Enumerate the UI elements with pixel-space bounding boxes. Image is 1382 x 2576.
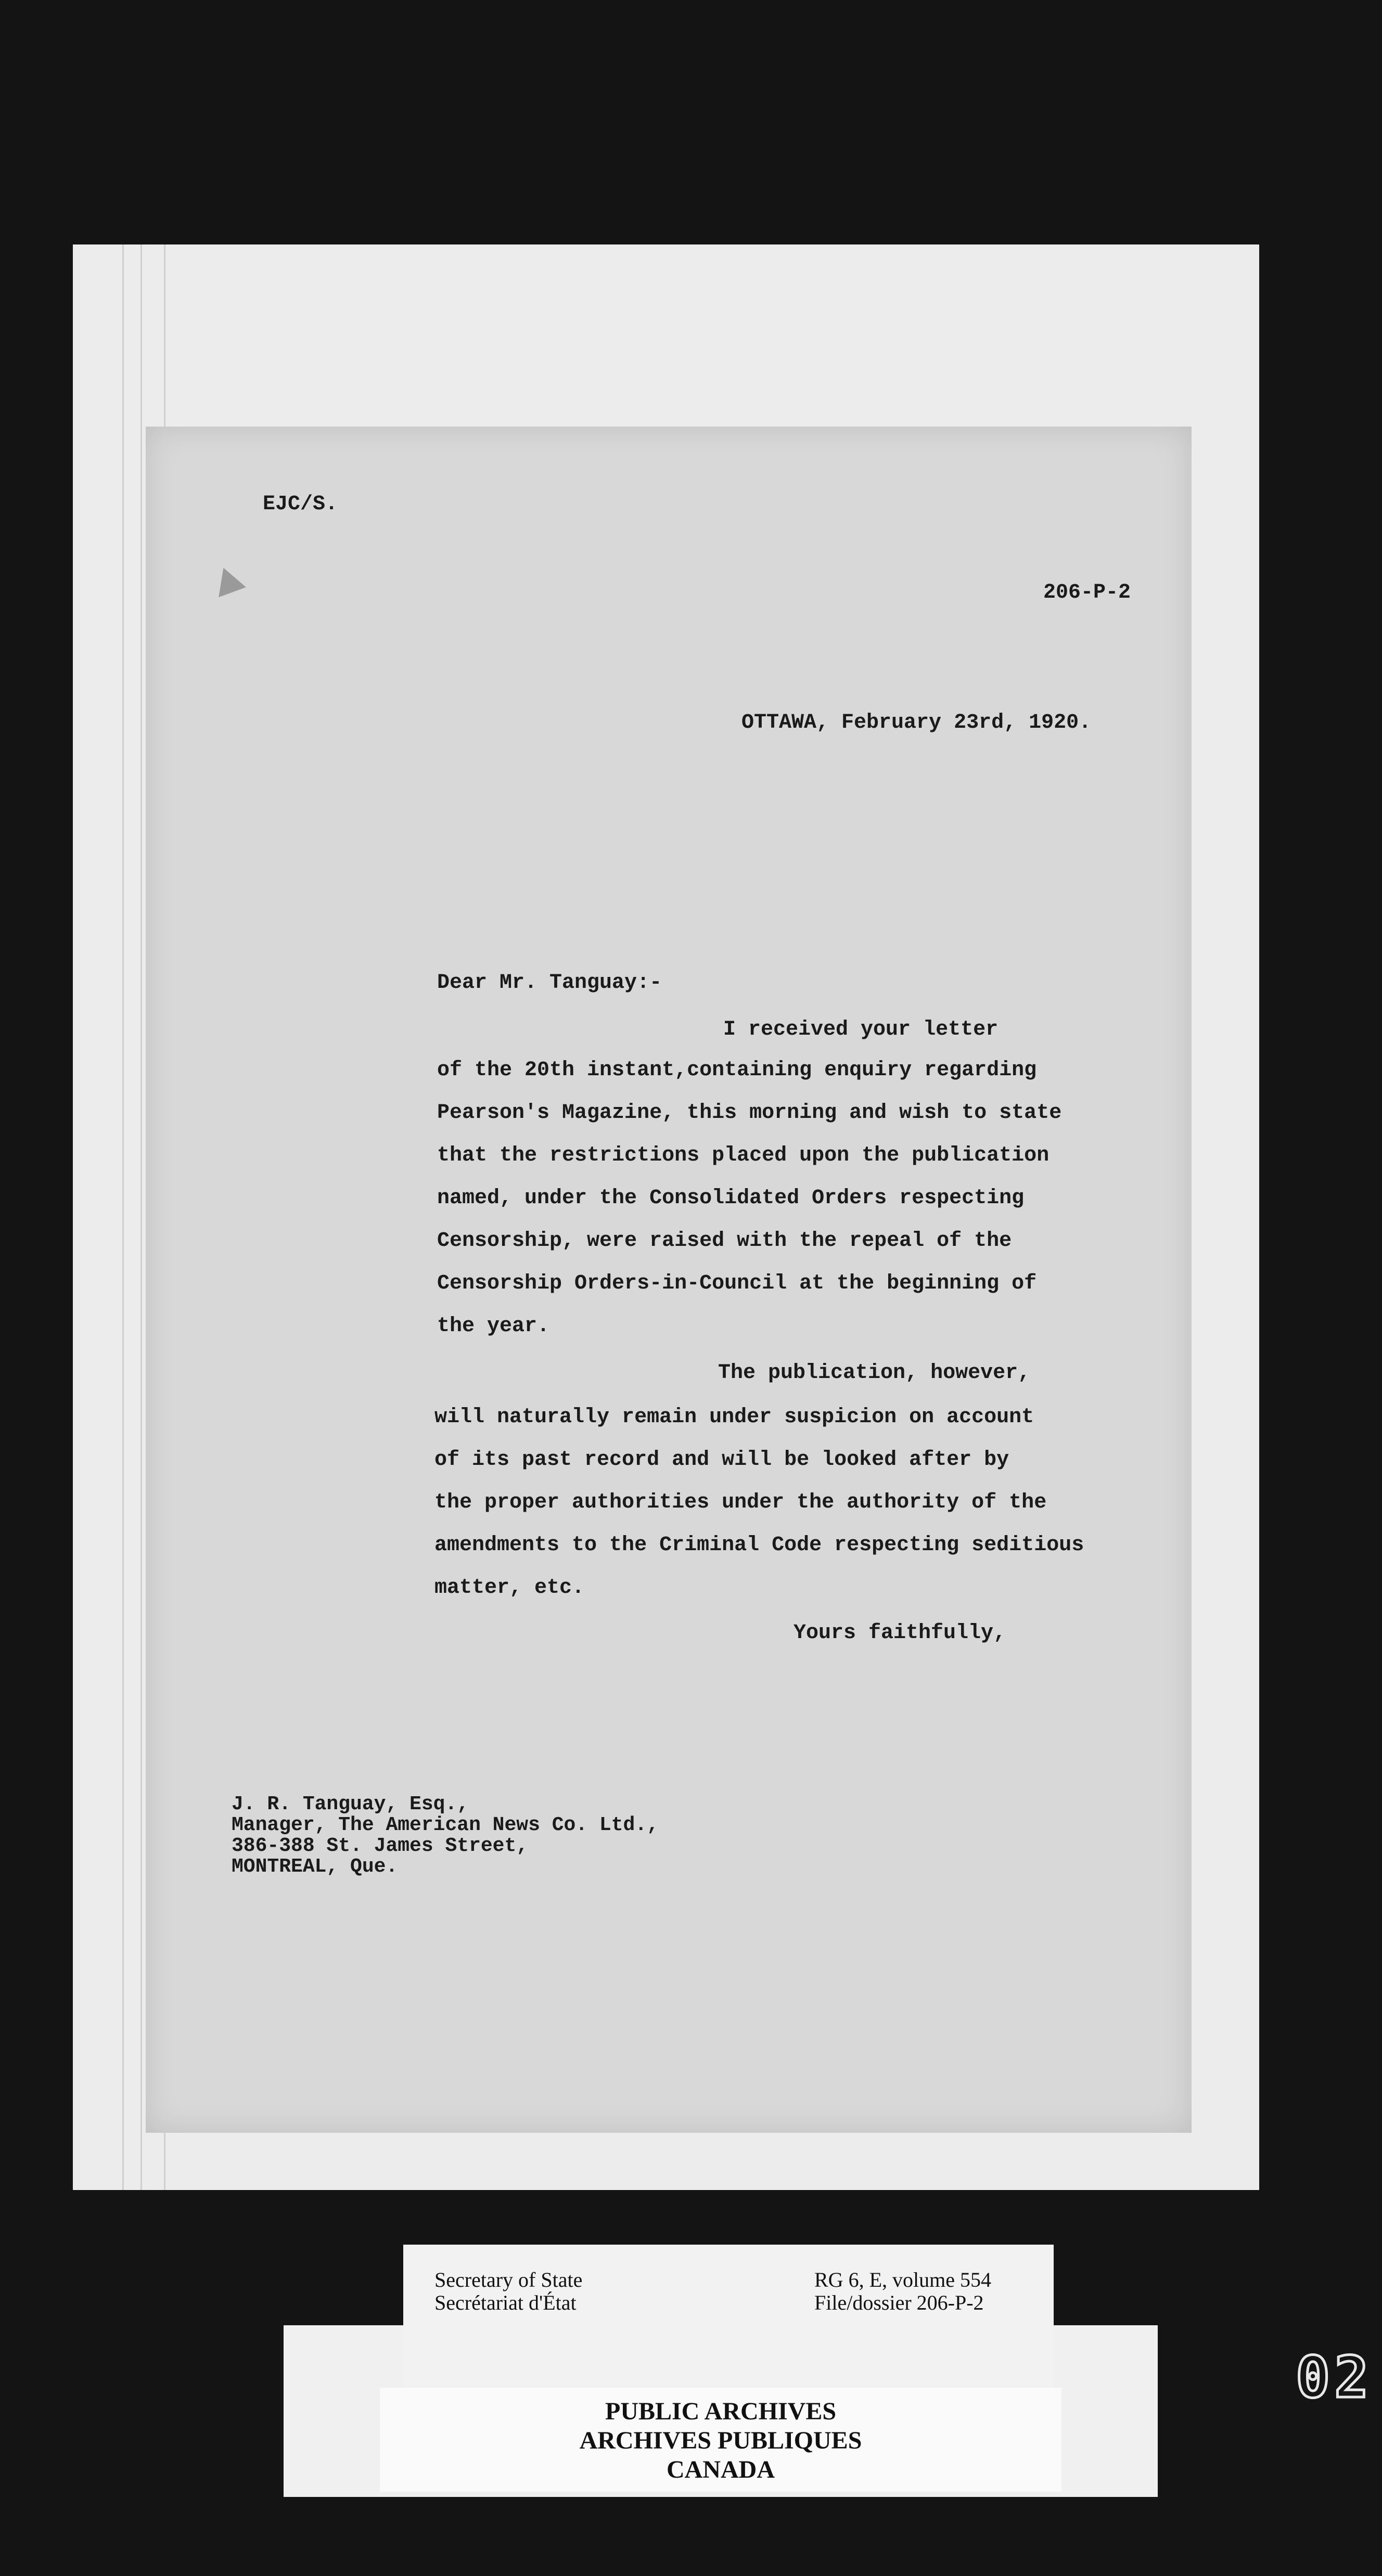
salutation: Dear Mr. Tanguay:- [437,971,662,995]
archive-file: File/dossier 206-P-2 [814,2291,984,2314]
reference-initials: EJC/S. [263,493,338,516]
body-line: will naturally remain under suspicion on account [434,1406,1034,1429]
archive-volume: RG 6, E, volume 554 [814,2268,991,2291]
department-french: Secrétariat d'État [434,2291,577,2314]
margin-rule [122,244,124,2190]
body-line: named, under the Consolidated Orders respecting [437,1187,1025,1210]
frame-number: 02 [1296,2344,1373,2411]
address-line: Manager, The American News Co. Ltd., [232,1814,659,1836]
closing: Yours faithfully, [794,1621,1006,1645]
body-line: of the 20th instant,containing enquiry regarding [437,1059,1037,1082]
body-line: the proper authorities under the authority of the [434,1491,1047,1514]
body-line: Censorship, were raised with the repeal of the [437,1229,1012,1253]
file-number: 206-P-2 [1043,581,1131,604]
body-line: The publication, however, [718,1361,1031,1385]
body-line: I received your letter [723,1018,999,1041]
body-line: matter, etc. [434,1576,585,1600]
margin-rule [140,244,142,2190]
archives-line-2: ARCHIVES PUBLIQUES [579,2427,862,2454]
archives-banner-inner [380,2388,1061,2492]
archives-line-1: PUBLIC ARCHIVES [605,2398,837,2425]
letter-sheet [146,427,1192,2133]
body-line: Pearson's Magazine, this morning and wish to state [437,1101,1062,1125]
body-line: amendments to the Criminal Code respecting seditious [434,1534,1084,1557]
address-line: J. R. Tanguay, Esq., [232,1793,469,1815]
paper-fold-mark [210,563,246,597]
body-line: Censorship Orders-in-Council at the beginning of [437,1272,1037,1295]
body-line: the year. [437,1315,550,1338]
archives-line-3: CANADA [667,2456,775,2483]
address-line: 386-388 St. James Street, [232,1835,529,1857]
place-date: OTTAWA, February 23rd, 1920. [741,711,1092,735]
address-line: MONTREAL, Que. [232,1856,398,1878]
archive-label-card [403,2245,1054,2388]
department-english: Secretary of State [434,2268,583,2291]
body-line: of its past record and will be looked after by [434,1448,1009,1472]
body-line: that the restrictions placed upon the publication [437,1144,1050,1167]
